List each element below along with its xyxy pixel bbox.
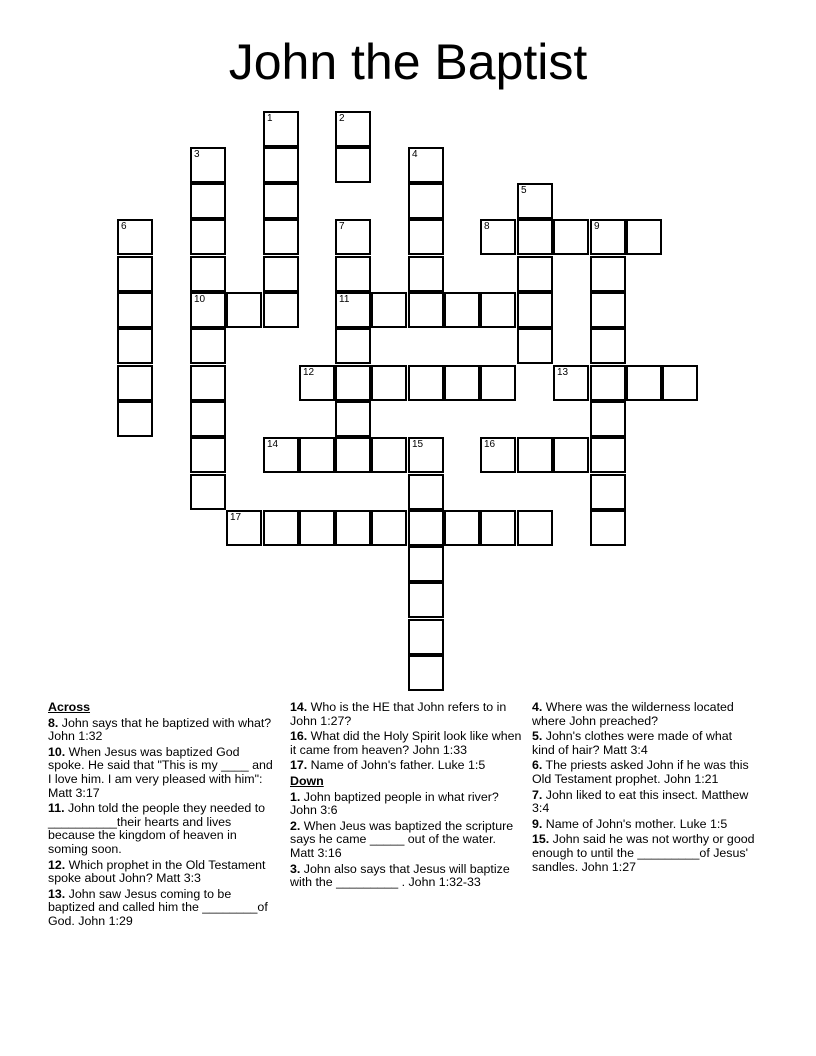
cell-number: 1 [267,113,273,124]
clue-item [48,717,274,744]
clue-number: 2. [290,818,301,833]
grid-cell[interactable] [480,219,516,255]
grid-cell[interactable] [626,219,662,255]
clue-item [532,789,758,816]
cell-number: 12 [303,367,315,378]
clues-column-2 [290,701,522,892]
grid-cell[interactable] [263,219,299,255]
down-clue-list [290,791,522,890]
grid-cell[interactable] [190,365,226,401]
clue-text: John said he was not worthy or good enough to until the _________of Jesus' sandles. John 1:27 [532,832,755,874]
grid-cell[interactable] [517,292,553,328]
cell-number: 7 [339,221,345,232]
grid-cell[interactable] [408,437,444,473]
cell-number: 13 [557,367,569,378]
clue-number: 5. [532,729,543,744]
clue-item [532,730,758,757]
grid-cell[interactable] [190,256,226,292]
clue-text: John's clothes were made of what kind of hair? Matt 3:4 [532,729,733,757]
clue-text: John saw Jesus coming to be baptized and called him the ________of God. John 1:29 [48,886,268,928]
grid-cell[interactable] [117,401,153,437]
clue-number: 15. [532,832,550,847]
grid-cell[interactable] [263,292,299,328]
clues-column-1 [48,701,274,931]
grid-cell[interactable] [408,219,444,255]
grid-cell[interactable] [335,328,371,364]
grid-cell[interactable] [117,219,153,255]
grid-cell[interactable] [335,219,371,255]
cell-number: 16 [484,439,496,450]
cell-number: 17 [230,512,242,523]
clue-number: 10. [48,744,66,759]
down-clue-list-continued [532,701,758,874]
grid-cell[interactable] [190,437,226,473]
grid-cell[interactable] [190,328,226,364]
grid-cell[interactable] [553,437,589,473]
cell-number: 5 [521,185,527,196]
grid-cell[interactable] [190,147,226,183]
grid-cell[interactable] [590,219,626,255]
grid-cell[interactable] [590,292,626,328]
down-header: Down [290,773,324,788]
clue-number: 14. [290,700,308,714]
grid-cell[interactable] [190,219,226,255]
clue-item [290,863,522,890]
grid-cell[interactable] [263,111,299,147]
clue-item [290,820,522,861]
clue-text: When Jeus was baptized the scripture says he came _____ out of the water. Matt 3:16 [290,818,514,860]
clue-text: Who is the HE that John refers to in John 1:27? [290,700,507,728]
cell-number: 14 [267,439,279,450]
grid-cell[interactable] [590,401,626,437]
grid-cell[interactable] [299,510,335,546]
grid-cell[interactable] [335,256,371,292]
clue-item [48,802,274,856]
grid-cell[interactable] [590,437,626,473]
cell-number: 10 [194,294,206,305]
grid-cell[interactable] [408,147,444,183]
grid-cell[interactable] [517,183,553,219]
grid-cell[interactable] [480,292,516,328]
grid-cell[interactable] [371,292,407,328]
clue-item [48,746,274,800]
grid-cell[interactable] [517,510,553,546]
grid-cell[interactable] [444,510,480,546]
cell-number: 8 [484,221,490,232]
clue-number: 17. [290,758,308,773]
clue-item [532,759,758,786]
grid-cell[interactable] [517,256,553,292]
grid-cell[interactable] [299,437,335,473]
cell-number: 2 [339,113,345,124]
grid-cell[interactable] [662,365,698,401]
clue-item [48,888,274,929]
grid-cell[interactable] [226,292,262,328]
cell-number: 3 [194,149,200,160]
across-header: Across [48,700,91,714]
grid-cell[interactable] [263,437,299,473]
cell-number: 9 [594,221,600,232]
clue-number: 3. [290,861,301,876]
clue-text: John says that he baptized with what? John 1:32 [48,715,272,744]
clue-text: The priests asked John if he was this Old Testament prophet. John 1:21 [532,758,749,786]
clue-item [290,701,522,728]
cell-number: 11 [339,294,350,305]
clue-text: John also says that Jesus will baptize with the _________ . John 1:32-33 [290,861,510,890]
clue-number: 8. [48,715,59,730]
grid-cell[interactable] [263,183,299,219]
clue-number: 9. [532,816,543,831]
grid-cell[interactable] [590,328,626,364]
grid-cell[interactable] [263,147,299,183]
grid-cell[interactable] [517,437,553,473]
grid-cell[interactable] [335,510,371,546]
grid-cell[interactable] [335,292,371,328]
grid-cell[interactable] [480,510,516,546]
clue-number: 11. [48,801,65,816]
clue-item [532,701,758,728]
grid-cell[interactable] [226,510,262,546]
grid-cell[interactable] [408,546,444,582]
clue-text: When Jesus was baptized God spoke. He said that "This is my ____ and I love him. I am very pleased with him": Matt 3:17 [48,744,273,800]
grid-cell[interactable] [335,111,371,147]
clue-number: 13. [48,886,66,901]
grid-cell[interactable] [335,147,371,183]
clue-number: 16. [290,729,308,744]
clue-text: Where was the wilderness located where John preached? [532,700,734,728]
grid-cell[interactable] [408,365,444,401]
grid-cell[interactable] [408,582,444,618]
grid-cell[interactable] [517,328,553,364]
grid-cell[interactable] [590,365,626,401]
clue-item [532,818,758,832]
clue-text: John baptized people in what river? John 3:6 [290,789,499,818]
clue-text: John liked to eat this insect. Matthew 3:4 [532,787,749,816]
clue-number: 12. [48,857,66,872]
grid-cell[interactable] [371,437,407,473]
grid-cell[interactable] [263,256,299,292]
clue-number: 7. [532,787,543,802]
clue-text: Name of John's mother. Luke 1:5 [542,816,728,831]
grid-cell[interactable] [517,219,553,255]
clues-column-3 [532,701,758,876]
grid-cell[interactable] [590,510,626,546]
grid-cell[interactable] [371,365,407,401]
grid-cell[interactable] [444,292,480,328]
clue-item [290,759,522,773]
grid-cell[interactable] [626,365,662,401]
puzzle-title: John the Baptist [228,34,588,90]
grid-cell[interactable] [263,510,299,546]
clue-item [48,859,274,886]
grid-cell[interactable] [408,655,444,691]
grid-cell[interactable] [190,292,226,328]
grid-cell[interactable] [408,474,444,510]
grid-cell[interactable] [480,437,516,473]
clue-number: 4. [532,700,543,714]
clue-item [290,730,522,757]
clue-number: 6. [532,758,543,773]
clue-text: John told the people they needed to __________their hearts and lives because the kingdom of heaven in soming soon. [48,801,266,856]
grid-cell[interactable] [335,401,371,437]
grid-cell[interactable] [335,365,371,401]
cell-number: 6 [121,221,127,232]
grid-cell[interactable] [408,510,444,546]
clue-text: Which prophet in the Old Testament spoke about John? Matt 3:3 [48,857,266,886]
grid-cell[interactable] [117,292,153,328]
grid-cell[interactable] [190,474,226,510]
across-clue-list [48,717,274,929]
grid-cell[interactable] [408,619,444,655]
clues-section [48,701,768,961]
grid-cell[interactable] [371,510,407,546]
grid-cell[interactable] [408,292,444,328]
grid-cell[interactable] [553,219,589,255]
grid-cell[interactable] [408,183,444,219]
grid-cell[interactable] [190,401,226,437]
grid-cell[interactable] [335,437,371,473]
grid-cell[interactable] [299,365,335,401]
clue-item [532,833,758,874]
grid-cell[interactable] [117,328,153,364]
grid-cell[interactable] [444,365,480,401]
cell-number: 15 [412,439,424,450]
grid-cell[interactable] [553,365,589,401]
clue-item [290,791,522,818]
clue-text: What did the Holy Spirit look like when it came from heaven? John 1:33 [290,729,522,757]
cell-number: 4 [412,149,418,160]
grid-cell[interactable] [590,474,626,510]
grid-cell[interactable] [480,365,516,401]
grid-cell[interactable] [190,183,226,219]
grid-cell[interactable] [117,365,153,401]
grid-cell[interactable] [590,256,626,292]
clue-number: 1. [290,789,301,804]
across-clue-list-continued [290,701,522,773]
clue-text: Name of John's father. Luke 1:5 [307,758,486,773]
grid-cell[interactable] [117,256,153,292]
grid-cell[interactable] [408,256,444,292]
